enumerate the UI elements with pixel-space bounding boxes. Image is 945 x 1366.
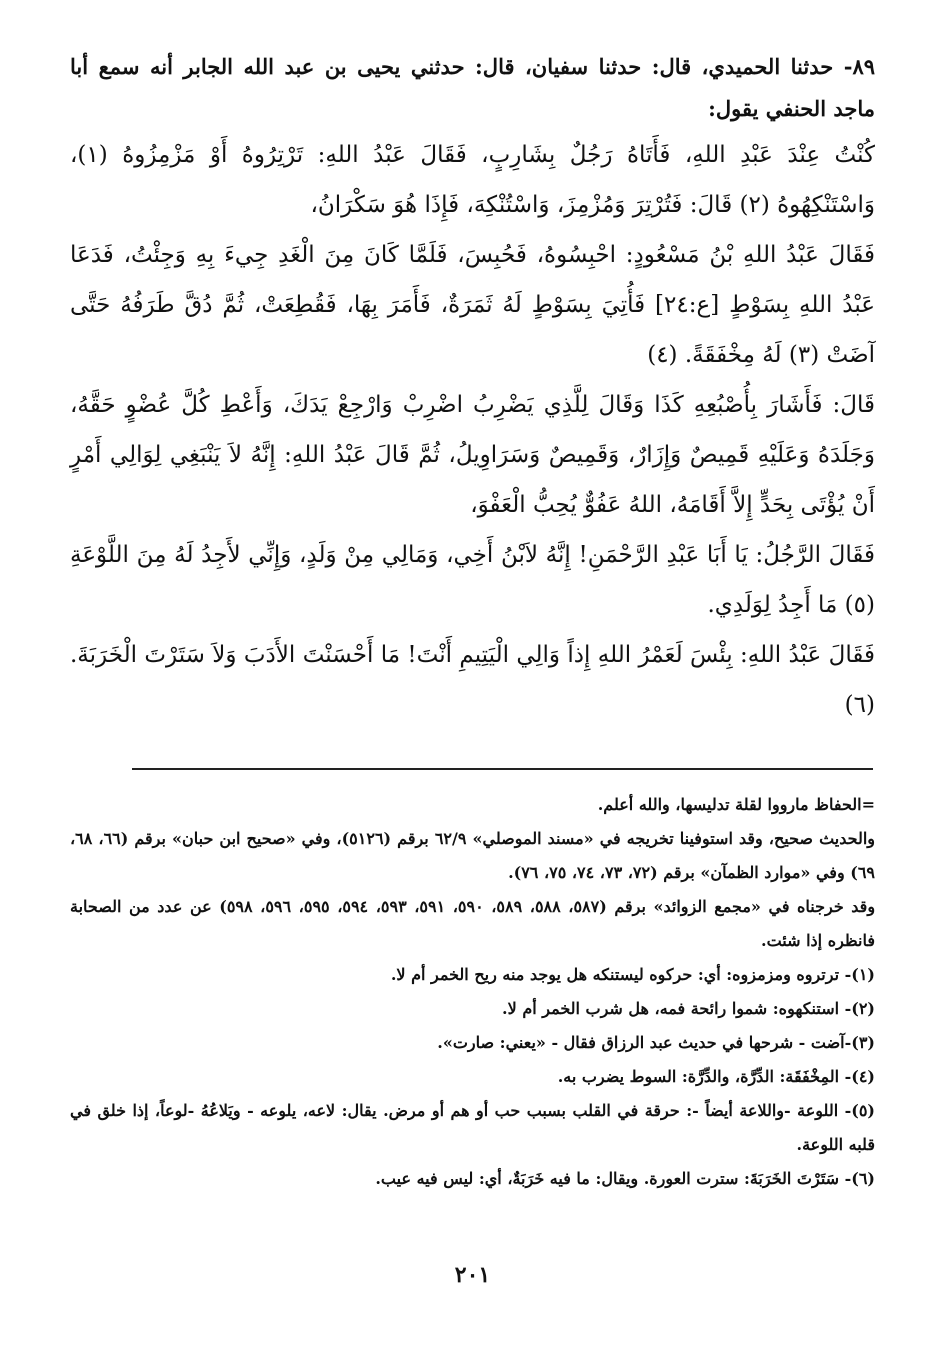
footnote-2: (٢)- استنكهوه: شموا رائحة فمه، هل شرب الخمر أم لا. xyxy=(502,999,875,1018)
footnote-5: (٥)- اللوعة -واللاعة أيضاً -: حرقة في القلب بسبب حب أو هم أو مرض. يقال: لاعه، يلوعه - ويَلاعُهُ -لوعاً، إذا خلق في قلبه اللوعة. xyxy=(70,1101,875,1154)
footnote-takhrij: والحديث صحيح، وقد استوفينا تخريجه في «مسند الموصلي» ٦٢/٩ برقم (٥١٢٦)، وفي «صحيح ابن حبان» برقم (٦٦، ٦٨، ٦٩) وفي «موارد الظمآن» برقم (٧٢، ٧٣، ٧٤، ٧٥، ٧٦). xyxy=(70,829,876,882)
text-paragraph-3: قَالَ: فَأَشَارَ بِأُصْبُعِهِ كَذَا وَقَالَ لِلَّذِي يَضْرِبُ اضْرِبْ وَارْجِعْ يَدَكَ، وَأَعْطِ كُلَّ عُضْوٍ حَقَّهُ، وَجَلَدَهُ وَعَلَيْهِ قَمِيصٌ وَإِزَارٌ، وَقَمِيصٌ وَسَرَاوِيلُ، ثُمَّ قَالَ عَبْدُ اللهِ: إِنَّهُ لاَ يَنْبَغِي لِوَالِي أَمْرٍ أَنْ يُؤْتَى بِحَدٍّ إِلاَّ أَقَامَهُ، اللهُ عَفُوٌّ يُحِبُّ الْعَفْوَ، xyxy=(70,392,875,518)
page-number: ٢٠١ xyxy=(454,1262,491,1288)
text-paragraph-4: فَقَالَ الرَّجُلُ: يَا أَبَا عَبْدِ الرَّحْمَنِ! إِنَّهُ لاَبْنُ أَخِي، وَمَالِي مِنْ وَلَدٍ، وَإِنِّي لأَجِدُ لَهُ مِنَ اللَّوْعَةِ (٥) مَا أَجِدُ لِوَلَدِي. xyxy=(70,542,875,618)
footnote-takhrij-zawaid: وقد خرجناه في «مجمع الزوائد» برقم (٥٨٧، ٥٨٨، ٥٨٩، ٥٩٠، ٥٩١، ٥٩٣، ٥٩٤، ٥٩٥، ٥٩٦، ٥٩٨) عن عدد من الصحابة فانظره إذا شئت. xyxy=(70,897,876,950)
footnotes xyxy=(70,788,875,1196)
footnote-continuation: =الحفاظ مارووا لقلة تدليسها، والله أعلم. xyxy=(597,795,875,814)
footnote-6: (٦)- سَتَرْتَ الخَرَبَةَ: سترت العورة. ويقال: ما فيه خَرَبَةٌ، أي: ليس فيه عيب. xyxy=(375,1169,875,1188)
hadith-chain: ٨٩- حدثنا الحميدي، قال: حدثنا سفيان، قال: حدثني يحيى بن عبد الله الجابر أنه سمع أبا ماجد الحنفي يقول: xyxy=(70,54,875,121)
footnote-4: (٤)- المِخْفَقَة: الدِّرَّة، والدِّرَّة: السوط يضرب به. xyxy=(557,1067,875,1086)
footnote-divider xyxy=(132,768,873,770)
footnote-3: (٣)-آضت - شرحها في حديث عبد الرزاق فقال - «يعني: صارت». xyxy=(437,1033,875,1052)
text-paragraph-5: فَقَالَ عَبْدُ اللهِ: بِئْسَ لَعَمْرُ اللهِ إِذاً وَالِي الْيَتِيمِ أَنْتَ! مَا أَحْسَنْتَ الأَدَبَ وَلاَ سَتَرْتَ الْخَرَبَةَ. (٦) xyxy=(70,642,876,718)
footnote-1: (١)- ترتروه ومزمزوه: أي: حركوه ليستنكه هل يوجد منه ريح الخمر أم لا. xyxy=(390,965,875,984)
hadith-text xyxy=(70,46,875,730)
text-paragraph-2: فَقَالَ عَبْدُ اللهِ بْنُ مَسْعُودٍ: احْبِسُوهُ، فَحُبِسَ، فَلَمَّا كَانَ مِنَ الْغَدِ جِيءَ بِهِ وَجِئْتُ، فَدَعَا عَبْدُ اللهِ بِسَوْطٍ [ع:٢٤] فَأُتِيَ بِسَوْطٍ لَهُ ثَمَرَةٌ، فَأَمَرَ بِهَا، فَقُطِعَتْ، ثُمَّ دُقَّ طَرَفُهُ حَتَّى آضَتْ (٣) لَهُ مِخْفَقَةً. (٤) xyxy=(70,242,875,368)
text-paragraph-1: كُنْتُ عِنْدَ عَبْدِ اللهِ، فَأَتَاهُ رَجُلٌ بِشَارِبٍ، فَقَالَ عَبْدُ اللهِ: تَرْتِرُوهُ أَوْ مَزْمِزُوهُ (١)، وَاسْتَنْكِهُوهُ (٢) قَالَ: فَتُرْتِرَ وَمُزْمِزَ، وَاسْتُنْكِهَ، فَإِذَا هُوَ سَكْرَانُ، xyxy=(70,142,875,218)
